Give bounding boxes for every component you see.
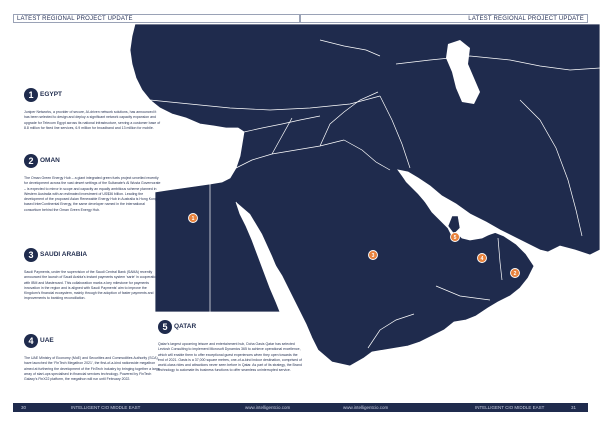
number-badge: 5 bbox=[158, 320, 172, 334]
map-marker-uae[interactable] bbox=[478, 254, 487, 263]
map-marker-oman[interactable] bbox=[511, 269, 520, 278]
svg-text:2: 2 bbox=[513, 270, 517, 277]
entry-body: The Oman Green Energy Hub – a giant integrated green fuels project unveiled recently for development across the vast desert settings of the Sultanate’s Al Wusta Governorate – is expected to mirror in scope and capacity an equally ambitious scheme planned in Western Australia with an estimated investment of US$36 billion. Leading the development of the proposed Asian Renewable Energy Hub in Australia is Hong Kong-based InterContinental Energy, the same developer named in the international consortium behind the Oman Green Energy Hub. bbox=[24, 176, 161, 212]
map-marker-saudi-arabia[interactable] bbox=[369, 251, 378, 260]
header-right-label: LATEST REGIONAL PROJECT UPDATE bbox=[300, 14, 588, 23]
entry-body: The UAE Ministry of Economy (MoE) and Securities and Commodities Authority (SCA), have launched the ‘FinTech Megathon 2021’, the first-of-a-kind nationwide megathon aimed at furthering the development of the FinTech industry by bringing together a large array of start-ups specialised in financial services technology. Powered by FinTech Galaxy’s FinX22 platform, the megathon will run until February 2022. bbox=[24, 356, 160, 382]
number-badge: 4 bbox=[24, 334, 38, 348]
page-footer bbox=[13, 403, 588, 412]
country-heading: QATAR bbox=[174, 323, 197, 331]
website-link-right[interactable]: www.intelligentcio.com bbox=[343, 405, 389, 410]
entry-qatar bbox=[158, 318, 302, 374]
map-landmass bbox=[130, 24, 600, 366]
map-marker-qatar[interactable] bbox=[451, 233, 460, 242]
website-link-left[interactable]: www.intelligentcio.com bbox=[245, 405, 291, 410]
country-heading: OMAN bbox=[40, 157, 60, 165]
entry-saudi-arabia bbox=[24, 246, 161, 302]
publication-name-right: INTELLIGENT CIO MIDDLE EAST bbox=[475, 405, 545, 410]
svg-text:4: 4 bbox=[480, 255, 484, 262]
publication-name-left: INTELLIGENT CIO MIDDLE EAST bbox=[71, 405, 141, 410]
entry-body: Juniper Networks, a provider of secure, AI-driven network solutions, has announced it has been selected to design and deploy a significant network capacity expansion and upgrade for Telecom Egypt across its national infrastructure, serving a customer base of 8.8 million for fixed line services, 6.9 million for broadband and 13 million for mobile. bbox=[24, 110, 161, 130]
entry-oman bbox=[24, 152, 161, 213]
page-number-left: 30 bbox=[21, 405, 27, 410]
number-badge: 1 bbox=[24, 88, 38, 102]
entry-body: Qatar’s largest upcoming leisure and entertainment hub, Doha Oasis Qatar has selected Leviosh Consulting to implement Microsoft Dynamics 365 to achieve operational excellence, which will enable them to offer exceptional guest experiences when they open towards the end of 2021. Oasis is a 37,000 square metres, one-of-a-kind indoor destination, comprised of world-class rides and attractions never seen before in Qatar. As part of its strategy, the Brand technology to automate its business functions to offer seamless uninterrupted service. bbox=[158, 342, 302, 373]
entry-body: Saudi Payments, under the supervision of the Saudi Central Bank (SAMA) recently announced the launch of Saudi Arabia’s instant payments system ‘sarie’ in cooperation with IBM and Mastercard. This collaboration marks a key milestone for payments innovation in the region and is aligned with Saudi Payments’ aim to improve the Kingdom’s financial ecosystem, mainly through the adoption of faster payments and improvements to banking reconciliation. bbox=[24, 270, 159, 301]
number-badge: 3 bbox=[24, 248, 38, 262]
map-marker-egypt[interactable] bbox=[189, 214, 198, 223]
page-number-right: 31 bbox=[571, 405, 577, 410]
entry-egypt bbox=[24, 86, 161, 131]
country-heading: SAUDI ARABIA bbox=[40, 251, 88, 259]
number-badge: 2 bbox=[24, 154, 38, 168]
svg-text:1: 1 bbox=[191, 215, 195, 222]
country-heading: EGYPT bbox=[40, 91, 63, 99]
svg-text:5: 5 bbox=[453, 234, 457, 241]
country-heading: UAE bbox=[40, 337, 54, 345]
svg-text:3: 3 bbox=[371, 252, 375, 259]
header-left-label: LATEST REGIONAL PROJECT UPDATE bbox=[13, 14, 300, 23]
entry-uae bbox=[24, 332, 161, 382]
